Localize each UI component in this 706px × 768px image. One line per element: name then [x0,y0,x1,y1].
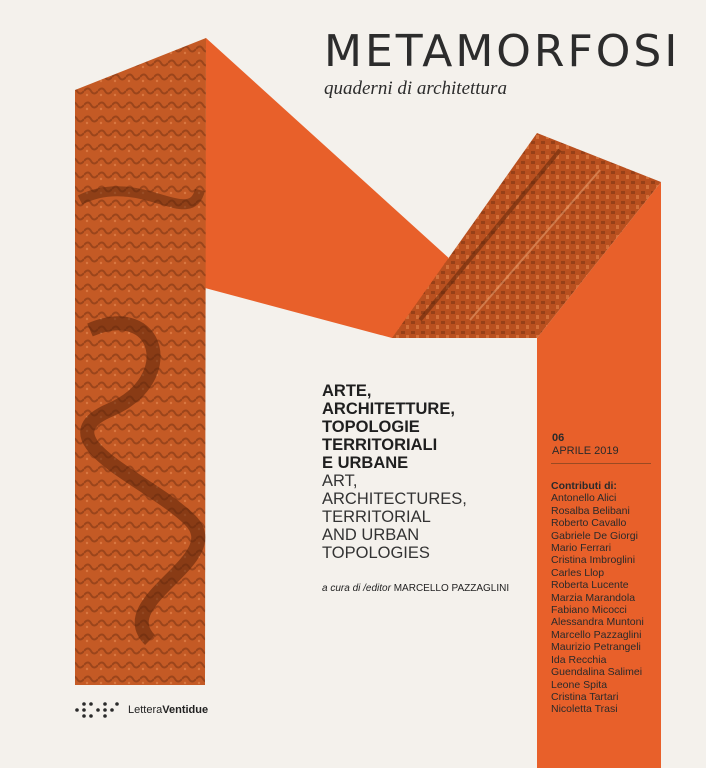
contributor-name: Carles Llop [551,566,605,579]
contributors-heading: Contributi di: [551,480,617,492]
editor-prefix: a cura di /editor [322,583,391,594]
divider [551,463,651,464]
magazine-subtitle: quaderni di architettura [324,78,507,99]
editor-credit [322,583,509,594]
title-line: ARCHITETTURE, [322,400,455,418]
contributor-name: Ida Recchia [551,653,607,666]
issue-date: APRILE 2019 [552,445,619,457]
publisher-name [128,704,208,716]
title-line: ARTE, [322,382,372,400]
contributor-name: Leone Spita [551,678,608,691]
title-line: TOPOLOGIE [322,418,420,436]
contributor-name: Fabiano Micocci [551,604,627,617]
contributor-name: Alessandra Muntoni [551,616,644,629]
magazine-title: METAMORFOSI [324,26,681,77]
dot-grid-icon [74,700,120,720]
issue-info [552,432,619,458]
masthead [324,26,684,100]
contributor-name: Rosalba Belibani [551,504,630,517]
title-italian [322,382,522,472]
title-line: ARCHITECTURES, [322,490,467,508]
contributor-name: Marzia Marandola [551,591,636,604]
m-left-photo-stem [75,38,206,685]
contributors-list [551,480,644,716]
contributor-name: Marcello Pazzaglini [551,628,642,641]
issue-title [322,382,522,562]
contributor-name: Roberta Lucente [551,579,629,592]
title-line: TOPOLOGIES [322,544,430,562]
publisher-logo [74,700,208,720]
contributor-name: Nicoletta Trasi [551,703,618,716]
publisher-name-a: Lettera [128,704,163,716]
contributor-name: Gabriele De Giorgi [551,529,638,542]
contributor-name: Cristina Tartari [551,690,619,703]
publisher-name-b: Ventidue [162,704,209,716]
contributor-name: Antonello Alici [551,492,617,505]
editor-name: MARCELLO PAZZAGLINI [393,583,510,594]
title-english [322,472,522,562]
title-line: ART, [322,472,358,490]
title-line: TERRITORIAL [322,508,431,526]
contributor-name: Mario Ferrari [551,542,612,555]
title-line: AND URBAN [322,526,420,544]
title-line: TERRITORIALI [322,436,438,454]
issue-number: 06 [552,432,565,444]
title-line: E URBANE [322,454,409,472]
contributor-name: Maurizio Petrangeli [551,641,641,654]
contributor-name: Cristina Imbroglini [551,554,636,567]
contributor-name: Roberto Cavallo [551,517,627,530]
contributor-name: Guendalina Salimei [551,666,643,679]
